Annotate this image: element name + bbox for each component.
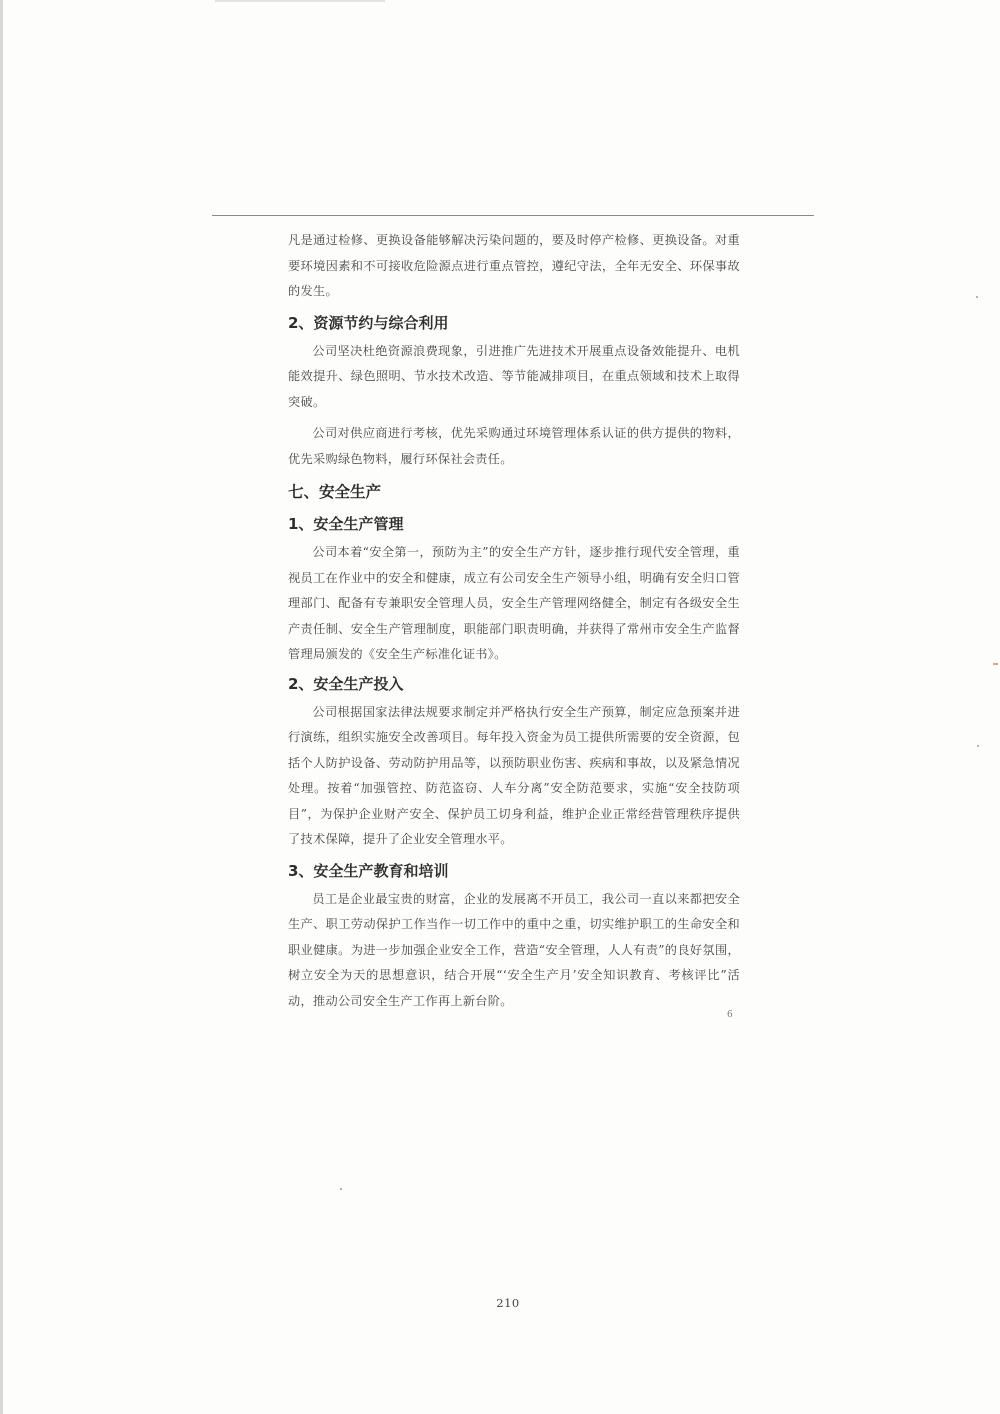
scan-speck bbox=[976, 296, 978, 298]
scan-edge-mark bbox=[993, 663, 998, 665]
margin-mark: 6 bbox=[727, 1010, 733, 1020]
scan-speck bbox=[340, 1188, 342, 1190]
heading-safety-management: 1、安全生产管理 bbox=[288, 515, 404, 533]
page-number: 210 bbox=[496, 1296, 520, 1310]
paragraph-safety-investment: 公司根据国家法律法规要求制定并严格执行安全生产预算，制定应急预案并进行演练，组织实施安全改善项目。每年投入资金为员工提供所需要的安全资源，包括个人防护设备、劳动防护用品等，以预防职业伤害、疾病和事故，以及紧急情况处理。按着“加强管控、防范盗窃、人车分离”安全防范要求，实施“安全技防项目”，为保护企业财产安全、保护员工切身利益，维护企业正常经营管理秩序提供了技术保障，提升了企业安全管理水平。 bbox=[288, 704, 740, 846]
heading-section-safety-production: 七、安全生产 bbox=[288, 483, 382, 501]
header-rule bbox=[212, 215, 814, 216]
scan-speck bbox=[977, 745, 979, 747]
paragraph-supplier-assessment: 公司对供应商进行考核，优先采购通过环境管理体系认证的供方提供的物料，优先采购绿色物料，履行环保社会责任。 bbox=[288, 426, 740, 466]
heading-safety-training: 3、安全生产教育和培训 bbox=[288, 861, 449, 880]
heading-safety-investment: 2、安全生产投入 bbox=[288, 674, 404, 693]
document-body bbox=[288, 228, 740, 1014]
scan-left-edge bbox=[0, 0, 3, 1414]
paragraph-pollution-control: 凡是通过检修、更换设备能够解决污染问题的，要及时停产检修、更换设备。对重要环境因素和不可接收危险源点进行重点管控，遵纪守法，全年无安全、环保事故的发生。 bbox=[288, 233, 740, 298]
paragraph-resource-conservation: 公司坚决杜绝资源浪费现象，引进推广先进技术开展重点设备效能提升、电机能效提升、绿色照明、节水技术改造、等节能减排项目，在重点领域和技术上取得突破。 bbox=[288, 343, 740, 409]
scan-top-smudge bbox=[215, 0, 385, 2]
paragraph-safety-training: 员工是企业最宝贵的财富，企业的发展离不开员工，我公司一直以来都把安全生产、职工劳动保护工作当作一切工作中的重中之重，切实维护职工的生命安全和职业健康。为进一步加强企业安全工作，营造“安全管理，人人有责”的良好氛围，树立安全为天的思想意识，结合开展“‘安全生产月’安全知识教育、考核评比”活动，推动公司安全生产工作再上新台阶。 bbox=[288, 891, 740, 1008]
heading-resource-conservation: 2、资源节约与综合利用 bbox=[288, 313, 449, 332]
paragraph-safety-management: 公司本着“安全第一，预防为主”的安全生产方针，逐步推行现代安全管理，重视员工在作业中的安全和健康，成立有公司安全生产领导小组，明确有安全归口管理部门、配备有专兼职安全管理人员，安全生产管理网络健全，制定有各级安全生产责任制、安全生产管理制度，职能部门职责明确，并获得了常州市安全生产监督管理局颁发的《安全生产标准化证书》。 bbox=[288, 545, 740, 661]
